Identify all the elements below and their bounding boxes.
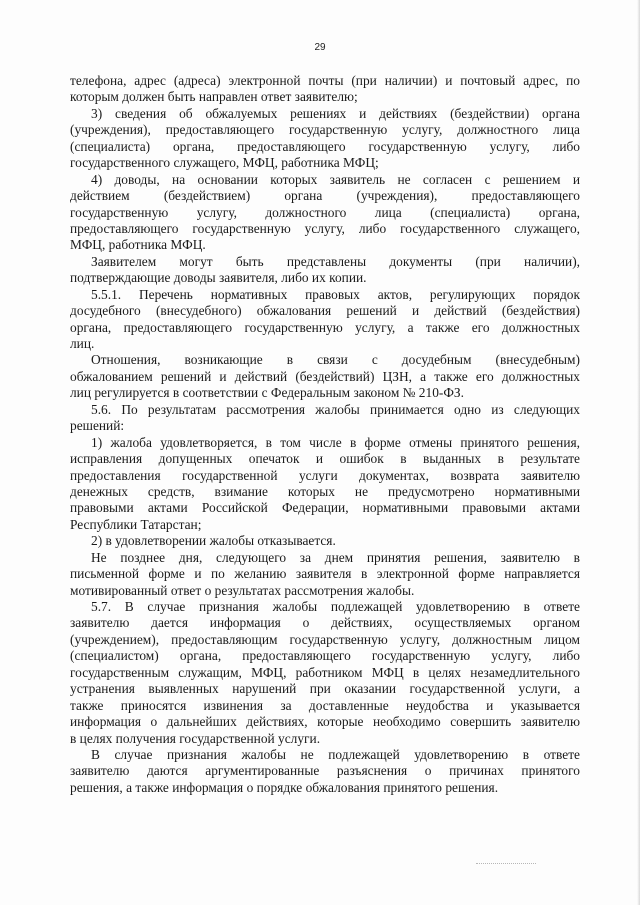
text-line: 1) жалоба удовлетворяется, в том числе в форме отмены принятого решения, (91, 434, 580, 450)
text-line: подтверждающие доводы заявителя, либо их копии. (70, 270, 367, 286)
text-line: 2) в удовлетворении жалобы отказывается. (91, 533, 336, 549)
text-line: (специалиста) органа, предоставляющего государственную услугу, либо (70, 138, 580, 154)
page-number: 29 (314, 42, 326, 53)
text-line: Заявителем могут быть представлены документы (при наличии), (91, 253, 580, 269)
text-line: письменной форме и по желанию заявителя в электронной форме направляется (70, 566, 580, 582)
text-line: государственного служащего, МФЦ, работника МФЦ; (70, 155, 379, 171)
text-line: предоставляющего государственную услугу, либо государственного служащего, (70, 220, 580, 236)
text-line: мотивированный ответ о результатах рассмотрения жалобы. (70, 582, 415, 598)
text-line: исправления допущенных опечаток и ошибок в выданных в результате (70, 451, 580, 467)
text-line: (учреждения), предоставляющего государственную услугу, должностного лица (70, 122, 580, 138)
text-line: заявителю даются аргументированные разъяснения о причинах принятого (70, 763, 580, 779)
text-line: предоставления государственной услуги документах, возврата заявителю (70, 467, 580, 483)
text-line: (специалистом) органа, предоставляющего государственную услугу, либо (70, 648, 580, 664)
text-line: В случае признания жалобы не подлежащей удовлетворению в ответе (91, 746, 580, 762)
text-line: лиц. (70, 336, 95, 351)
text-line: (учреждением), предоставляющим государственную услугу, должностным лицом (70, 631, 580, 647)
text-line: решения, а также информация о порядке обжалования принятого решения. (70, 779, 499, 795)
text-line: 5.6. По результатам рассмотрения жалобы принимается одно из следующих (91, 401, 580, 417)
text-line: государственным служащим, МФЦ, работником МФЦ в целях незамедлительного (70, 664, 580, 680)
scan-smudge (476, 860, 536, 864)
text-line: заявителю дается информация о действиях, осуществляемых органом (70, 615, 580, 631)
text-line: устранения выявленных нарушений при оказании государственной услуги, а (70, 681, 580, 697)
text-line: Не позднее дня, следующего за днем принятия решения, заявителю в (91, 549, 580, 565)
text-line: государственную услугу, должностного лица (специалиста) органа, (70, 204, 580, 220)
text-line: денежных средств, взимание которых не предусмотрено нормативными (70, 483, 580, 499)
text-line: действием (бездействием) органа (учреждения), предоставляющего (70, 188, 580, 204)
text-line: телефона, адрес (адреса) электронной почты (при наличии) и почтовый адрес, по (70, 73, 580, 88)
text-line: которым должен быть направлен ответ заявителю; (70, 89, 358, 105)
text-line: органа, предоставляющего государственную услугу, а также его должностных (70, 319, 580, 335)
text-line: 3) сведения об обжалуемых решениях и действиях (бездействии) органа (91, 105, 580, 121)
text-line: Республики Татарстан; (70, 516, 202, 532)
text-line: в целях получения государственной услуги. (70, 730, 321, 746)
text-line: решений: (70, 418, 125, 434)
text-line: лиц регулируется в соответствии с Федеральным законом № 210-ФЗ. (70, 385, 464, 401)
text-line: 5.7. В случае признания жалобы подлежащей удовлетворению в ответе (91, 599, 580, 614)
text-line: МФЦ, работника МФЦ. (70, 237, 206, 253)
text-line: правовыми актами Российской Федерации, нормативными правовыми актами (70, 500, 580, 516)
text-line: 4) доводы, на основании которых заявитель не согласен с решением и (91, 171, 580, 187)
text-line: Отношения, возникающие в связи с досудебным (внесудебным) (91, 352, 580, 368)
body-text (70, 73, 580, 796)
text-line: также приносятся извинения за доставленные неудобства и указывается (70, 697, 580, 713)
text-line: досудебного (внесудебного) обжалования решений и действий (бездействия) (70, 303, 580, 319)
text-line: обжалованием решений и действий (бездействий) ЦЗН, а также его должностных (70, 368, 580, 384)
text-line: информация о дальнейших действиях, которые необходимо совершить заявителю (70, 714, 580, 730)
text-line: 5.5.1. Перечень нормативных правовых актов, регулирующих порядок (91, 286, 580, 302)
